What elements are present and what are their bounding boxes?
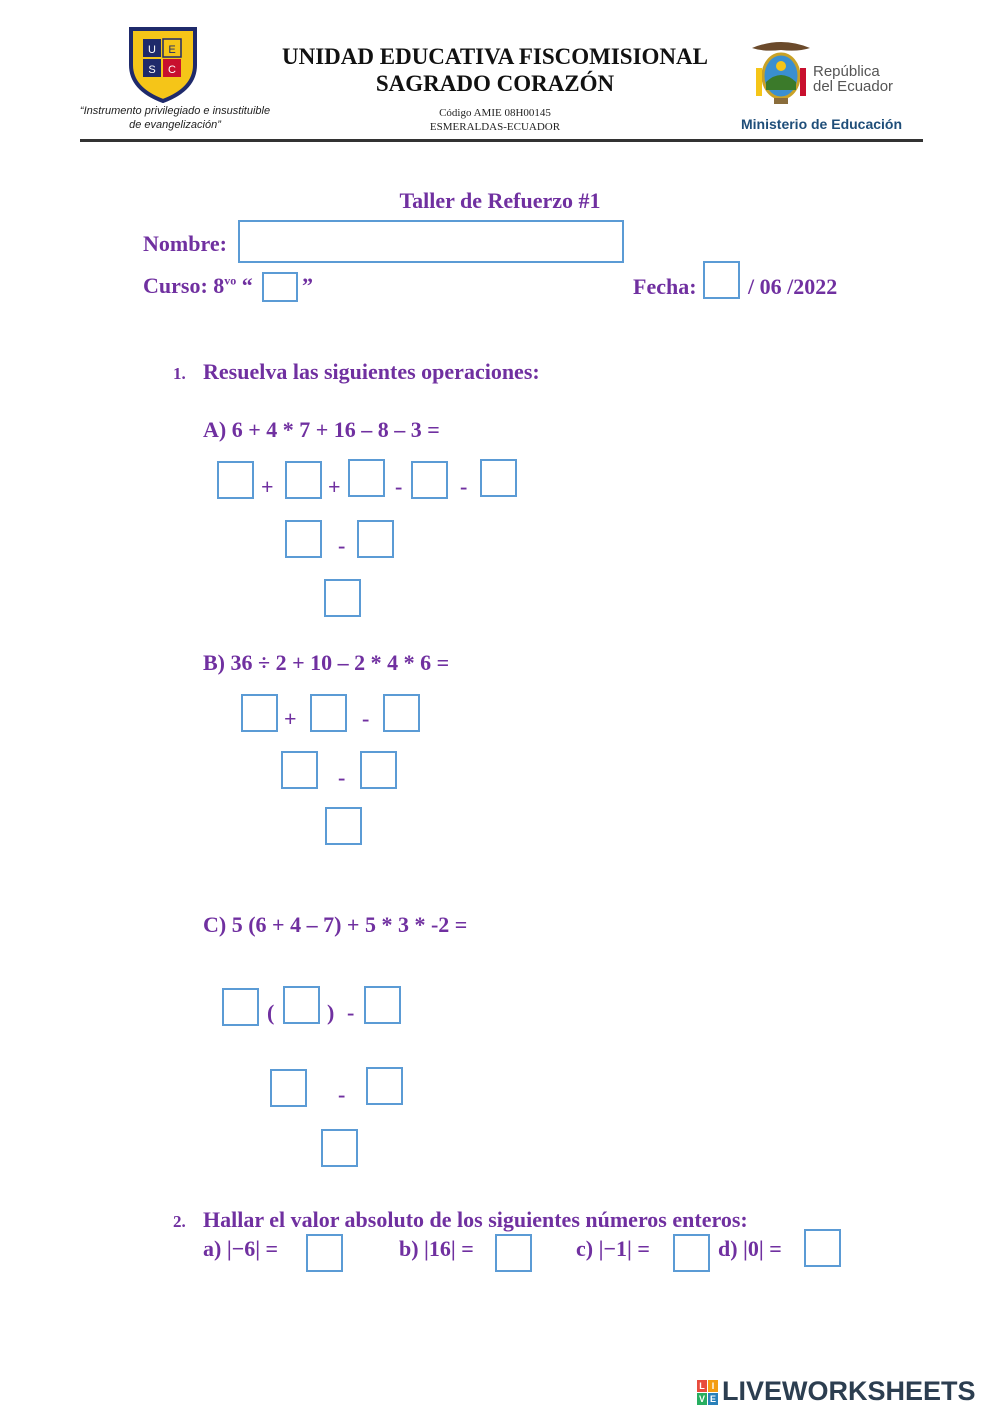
logo-letter: V [698,1394,705,1404]
q1b-operator: + [284,706,297,731]
course-input[interactable] [262,272,298,302]
q1-prompt: Resuelva las siguientes operaciones: [203,359,540,384]
motto-line-1: “Instrumento privilegiado e insustituible [79,105,271,117]
q1c-answer-box[interactable] [364,986,401,1024]
q2d-answer-box[interactable] [804,1229,841,1267]
school-location: ESMERALDAS-ECUADOR [429,121,561,133]
q2-prompt: Hallar el valor absoluto de los siguientes números enteros: [203,1207,748,1232]
government-name [813,64,893,94]
liveworksheets-logo-mark [697,1380,719,1406]
q2-number: 2. [173,1212,186,1231]
q1a-answer-box[interactable] [285,461,322,499]
logo-letter: E [709,1394,716,1404]
q1a-operator: - [460,474,468,499]
crest-letter: S [148,64,156,76]
gov-line-2: del Ecuador [813,78,894,95]
crest-letter: U [148,44,156,56]
q1c-answer-box[interactable] [222,988,259,1026]
q1a-operator: - [338,533,346,558]
q1a-expression: A) 6 + 4 * 7 + 16 – 8 – 3 = [203,417,440,442]
q1b-answer-box[interactable] [241,694,278,732]
date-day-input[interactable] [703,261,740,299]
q1b-operator: - [362,706,370,731]
worksheet-title: Taller de Refuerzo #1 [399,188,601,213]
logo-letter: I [708,1380,718,1392]
q2b-answer-box[interactable] [495,1234,532,1272]
school-name-line-2: SAGRADO CORAZÓN [375,71,615,96]
q1a-answer-box[interactable] [348,459,385,497]
gov-line-1: República [813,63,880,80]
school-motto [70,104,280,132]
amie-code: Código AMIE 08H00145 [439,107,551,119]
q1a-operator: + [261,474,274,499]
ecuador-coat-of-arms-logo [748,38,814,108]
q2b-label: b) |16| = [399,1236,474,1261]
q1c-answer-box[interactable] [366,1067,403,1105]
q1c-expression: C) 5 (6 + 4 – 7) + 5 * 3 * -2 = [203,912,468,937]
crest-letter: E [168,44,176,56]
course-superscript: vo [224,273,237,288]
q1b-expression: B) 36 ÷ 2 + 10 – 2 * 4 * 6 = [203,650,450,675]
date-suffix: / 06 /2022 [748,274,838,299]
q2a-answer-box[interactable] [306,1234,343,1272]
q1-number: 1. [173,364,186,383]
course-open-quote: “ [241,273,253,298]
q1a-operator: - [395,474,403,499]
name-input[interactable] [238,220,624,263]
header-divider [80,139,923,142]
q2a-label: a) |−6| = [203,1236,279,1261]
q1a-answer-box[interactable] [480,459,517,497]
q1a-answer-box[interactable] [285,520,322,558]
school-name-line-1: UNIDAD EDUCATIVA FISCOMISIONAL [282,44,708,69]
date-label: Fecha: [633,274,697,299]
q1b-final-answer-box[interactable] [325,807,362,845]
q1c-paren-close: ) [327,1000,335,1025]
q1a-answer-box[interactable] [217,461,254,499]
q1b-answer-box[interactable] [281,751,318,789]
q1b-operator: - [338,765,346,790]
q2c-label: c) |−1| = [576,1236,650,1261]
q2c-answer-box[interactable] [673,1234,710,1272]
q1a-answer-box[interactable] [357,520,394,558]
liveworksheets-brand: LIVEWORKSHEETS [722,1376,976,1406]
logo-letter: L [697,1380,707,1392]
q2d-label: d) |0| = [718,1236,782,1261]
q1b-answer-box[interactable] [360,751,397,789]
name-label: Nombre: [143,231,227,256]
q1c-paren-open: ( [267,1000,275,1025]
course-label-text: Curso: 8 [143,273,225,298]
q1a-final-answer-box[interactable] [324,579,361,617]
q1c-operator: - [347,1000,355,1025]
q1c-final-answer-box[interactable] [321,1129,358,1167]
q1c-answer-box[interactable] [283,986,320,1024]
course-label [143,273,253,299]
course-close-quote: ” [302,273,313,298]
q1a-operator: + [328,474,341,499]
motto-line-2: de evangelización” [129,119,221,131]
q1a-answer-box[interactable] [411,461,448,499]
q1b-answer-box[interactable] [310,694,347,732]
q1b-answer-box[interactable] [383,694,420,732]
q1c-operator: - [338,1082,346,1107]
q1c-answer-box[interactable] [270,1069,307,1107]
ministry-name: Ministerio de Educación [741,116,903,132]
crest-letter: C [168,64,176,76]
school-crest-logo [127,25,199,103]
